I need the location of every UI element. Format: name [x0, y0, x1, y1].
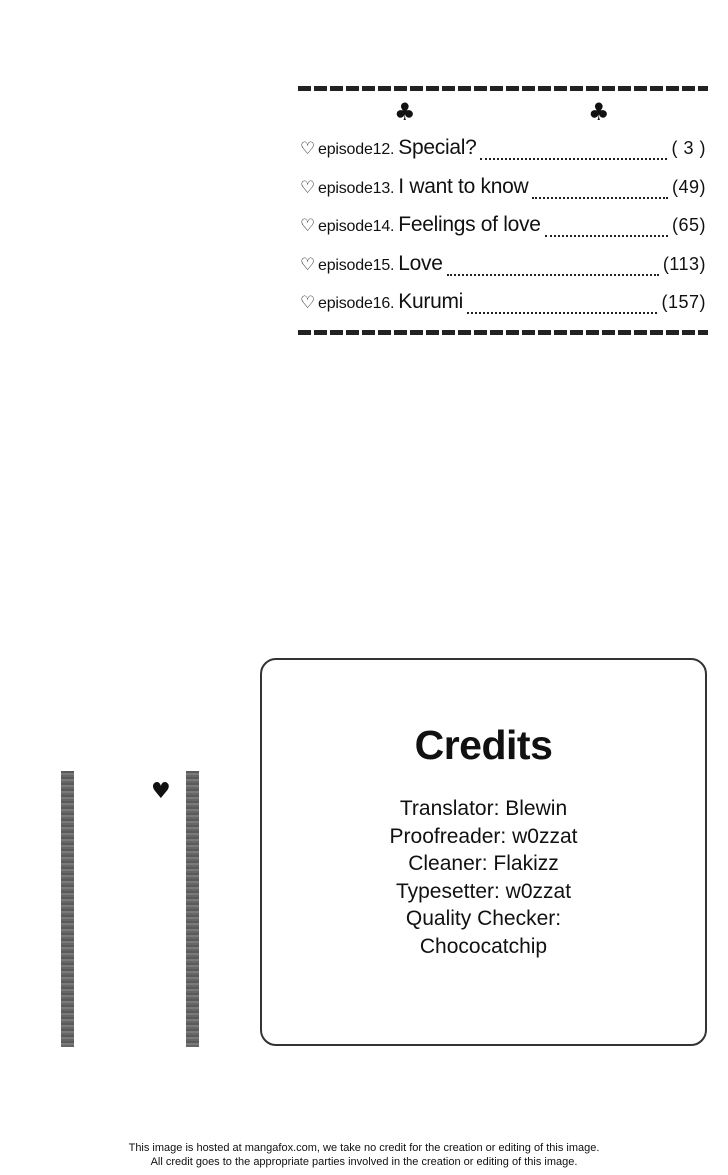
credit-line-proofreader: Proofreader: w0zzat — [389, 824, 578, 848]
toc-episode-number: episode13. — [318, 179, 395, 197]
hosting-disclaimer — [0, 1141, 728, 1169]
credit-line-quality-checker-name: Chococatchip — [419, 934, 548, 958]
toc-episode-number: episode16. — [318, 295, 395, 312]
toc-episode-title: Love — [398, 251, 443, 275]
toc-page-number: (157) — [661, 292, 706, 312]
table-of-contents — [298, 86, 708, 338]
heart-icon: ♥ — [151, 779, 171, 804]
toc-leader-dots — [447, 274, 659, 276]
disclaimer-line-2: All credit goes to the appropriate parties involved in the creation or editing of this image. — [150, 1156, 578, 1168]
heart-outline-icon: ♡ — [300, 216, 316, 236]
credit-line-quality-checker: Quality Checker: — [405, 907, 562, 930]
club-icon: ♣ — [394, 98, 416, 126]
credit-line-translator: Translator: Blewin — [399, 797, 568, 820]
toc-leader-dots — [545, 235, 668, 237]
decorative-bar-right — [186, 771, 199, 1047]
heart-outline-icon: ♡ — [300, 177, 316, 198]
heart-outline-icon: ♡ — [300, 139, 316, 159]
disclaimer-line-1: This image is hosted at mangafox.com, we take no credit for the creation or editing of this image. — [128, 1142, 600, 1154]
toc-top-border — [298, 86, 708, 91]
toc-episode-number: episode14. — [318, 218, 395, 235]
toc-episode-title: Special? — [398, 136, 477, 159]
toc-episode-title: Feelings of love — [398, 213, 541, 236]
heart-outline-icon: ♡ — [300, 293, 316, 313]
toc-entry — [300, 175, 706, 214]
toc-page-number: (113) — [662, 253, 706, 274]
toc-leader-dots — [480, 158, 667, 160]
credits-list — [262, 795, 705, 960]
toc-episode-number: episode12. — [318, 141, 395, 158]
heart-outline-icon: ♡ — [300, 254, 316, 275]
toc-leader-dots — [532, 197, 668, 199]
toc-leader-dots — [467, 312, 657, 314]
toc-entry — [300, 213, 706, 252]
toc-page-number: (65) — [671, 215, 706, 235]
toc-episode-title: Kurumi — [398, 290, 464, 313]
credit-line-cleaner: Cleaner: Flakizz — [408, 852, 559, 875]
credits-box — [260, 658, 707, 1046]
toc-episode-number: episode15. — [318, 256, 395, 274]
toc-entry — [300, 136, 706, 175]
club-icon: ♣ — [588, 98, 610, 126]
toc-entry — [300, 252, 706, 291]
toc-page-number: (49) — [671, 176, 706, 197]
toc-list — [300, 136, 706, 329]
credit-line-typesetter: Typesetter: w0zzat — [395, 879, 572, 903]
decorative-bar-left — [61, 771, 74, 1047]
toc-entry — [300, 290, 706, 329]
toc-episode-title: I want to know — [398, 174, 529, 198]
toc-bottom-border — [298, 330, 708, 335]
credits-title: Credits — [414, 722, 553, 768]
toc-page-number: ( 3 ) — [671, 138, 706, 158]
